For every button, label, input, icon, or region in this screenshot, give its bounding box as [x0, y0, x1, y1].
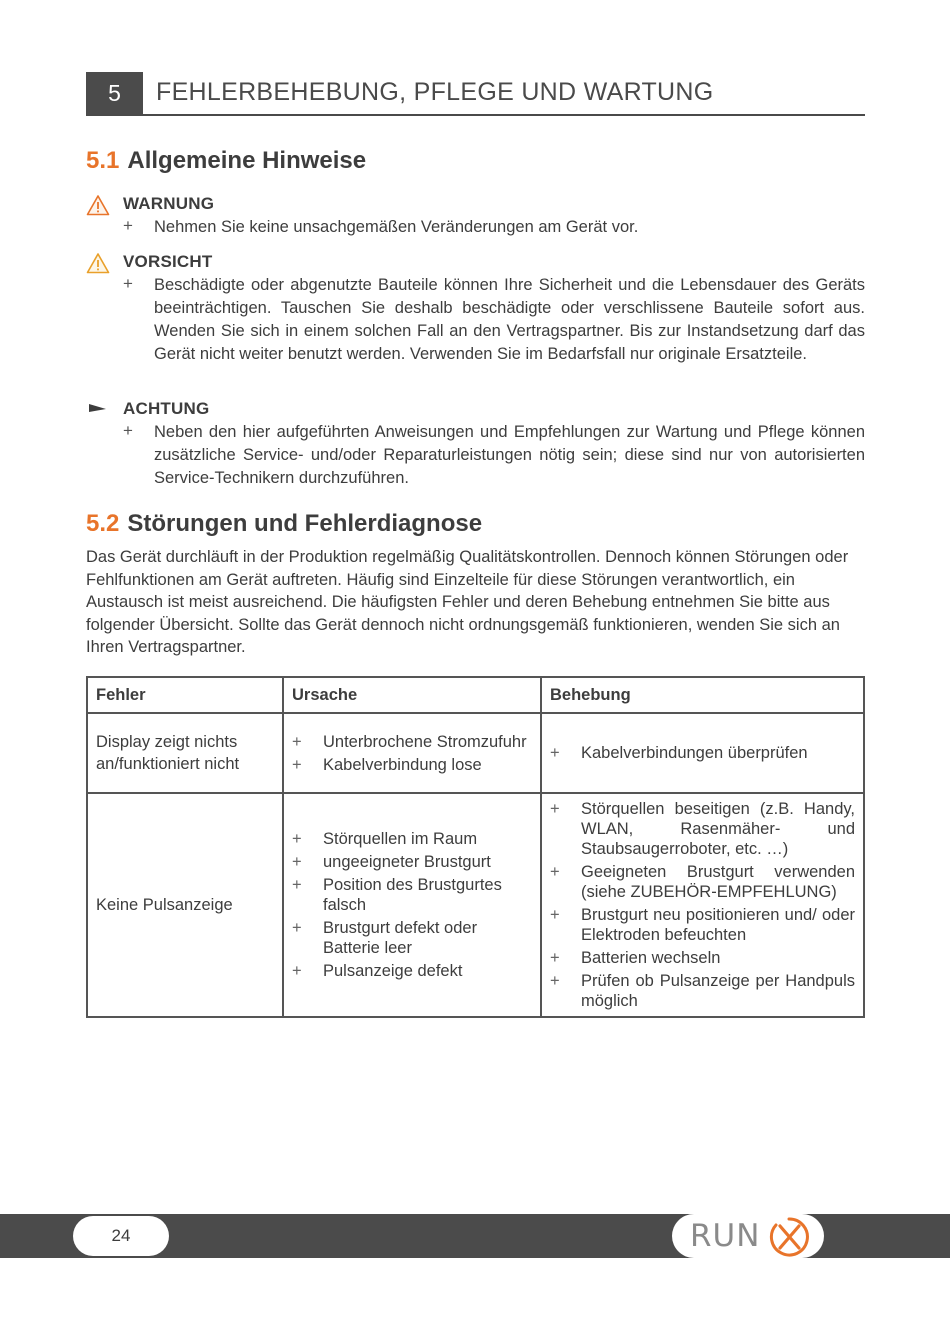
list-item	[292, 755, 532, 775]
notice-vorsicht	[86, 252, 865, 392]
plus-bullet: +	[292, 876, 302, 894]
chapter-number: 5	[86, 72, 143, 114]
section-heading-5-1	[86, 147, 366, 175]
list-item	[292, 852, 532, 872]
section-number: 5.2	[86, 510, 120, 537]
table-cell-behebung	[541, 713, 864, 793]
section-heading-5-2	[86, 510, 482, 538]
brand-logo-text: RUN	[690, 1218, 761, 1254]
warning-triangle-icon	[86, 252, 110, 274]
notice-warnung	[86, 194, 865, 244]
table-cell-ursache	[283, 713, 541, 793]
intro-paragraph: Das Gerät durchläuft in der Produktion regelmäßig Qualitätskontrollen. Dennoch können Störungen oder Fehlfunktionen am Gerät auftreten. Häufig sind Einzelteile für diese Störungen verantwortlich, ein Austausch ist meist ausreichend. Die häufigsten Fehler und deren Behebung entnehmen Sie bitte aus folgender Übersicht. Sollte das Gerät dennoch nicht ordnungsgemäß funktionieren, wenden Sie sich an Ihren Vertragspartner.	[86, 548, 849, 657]
plus-bullet: +	[550, 972, 560, 990]
list-item-text: ungeeigneter Brustgurt	[323, 853, 491, 871]
notice-title: VORSICHT	[123, 252, 213, 271]
notice-text: Beschädigte oder abgenutzte Bauteile können Ihre Sicherheit und die Lebensdauer des Geräts beeinträchtigen. Tauschen Sie deshalb beschädigte oder verschlissene Bauteile sofort aus. Wenden Sie sich in einem solchen Fall an den Vertragspartner. Bis zur Instandsetzung darf das Gerät nicht weiter benutzt werden. Verwenden Sie im Bedarfsfall nur originale Ersatzteile.	[154, 276, 865, 363]
list-item	[123, 274, 865, 366]
troubleshooting-table	[86, 676, 865, 1018]
table-cell-fehler	[87, 793, 283, 1017]
notice-text: Neben den hier aufgeführten Anweisungen und Empfehlungen zur Wartung und Pflege können zusätzliche Service- und/oder Reparaturleistungen nötig sein; diese sind nur von autorisierten Service-Technikern durchzuführen.	[154, 423, 865, 487]
notice-text: Nehmen Sie keine unsachgemäßen Veränderungen am Gerät vor.	[154, 218, 639, 236]
list-item-text: Batterien wechseln	[581, 949, 721, 967]
column-header-fehler: Fehler	[87, 677, 283, 713]
table-cell-fehler	[87, 713, 283, 793]
plus-bullet: +	[123, 216, 133, 235]
fehler-text: Keine Pulsanzeige	[96, 895, 233, 914]
ursache-list	[292, 829, 532, 981]
list-item-text: Störquellen im Raum	[323, 830, 478, 848]
plus-bullet: +	[292, 732, 302, 751]
notice-title: WARNUNG	[123, 194, 215, 213]
plus-bullet: +	[292, 962, 302, 980]
plus-bullet: +	[550, 906, 560, 924]
chapter-header	[86, 72, 865, 116]
list-item	[550, 862, 855, 902]
plus-bullet: +	[292, 919, 302, 937]
list-item-text: Unterbrochene Stromzufuhr	[323, 732, 527, 751]
list-item-text: Störquellen beseitigen (z.B. Handy, WLAN, Rasenmäher- und Staubsaugerroboter, etc. …)	[581, 800, 855, 858]
table-cell-ursache	[283, 793, 541, 1017]
list-item	[550, 799, 855, 859]
plus-bullet: +	[292, 755, 302, 774]
list-item	[550, 743, 855, 763]
column-header-behebung: Behebung	[541, 677, 864, 713]
chapter-title: FEHLERBEHEBUNG, PFLEGE UND WARTUNG	[156, 78, 714, 106]
table-cell-behebung	[541, 793, 864, 1017]
page-number: 24	[73, 1216, 169, 1256]
flag-pointer-icon	[86, 401, 110, 423]
ursache-list	[292, 732, 532, 775]
list-item-text: Position des Brustgurtes falsch	[323, 876, 502, 914]
list-item-text: Brustgurt neu positionieren und/ oder Elektroden befeuchten	[581, 906, 855, 944]
section-number: 5.1	[86, 147, 120, 174]
plus-bullet: +	[550, 744, 560, 762]
list-item-text: Kabelverbindung lose	[323, 755, 482, 774]
list-item	[292, 875, 532, 915]
table-row	[87, 713, 864, 793]
x-circle-icon	[766, 1216, 812, 1258]
list-item-text: Kabelverbindungen überprüfen	[581, 744, 808, 762]
list-item	[292, 829, 532, 849]
list-item	[123, 216, 865, 239]
notice-achtung	[86, 399, 865, 491]
warning-triangle-icon	[86, 194, 110, 216]
plus-bullet: +	[123, 274, 133, 293]
list-item	[292, 918, 532, 958]
list-item	[123, 421, 865, 490]
column-header-ursache: Ursache	[283, 677, 541, 713]
fehler-text: Display zeigt nichts an/funktioniert nicht	[96, 733, 240, 773]
list-item-text: Brustgurt defekt oder Batterie leer	[323, 919, 478, 957]
plus-bullet: +	[123, 421, 133, 440]
plus-bullet: +	[550, 800, 560, 818]
list-item-text: Geeigneten Brustgurt verwenden (siehe ZUBEHÖR-EMPFEHLUNG)	[581, 863, 855, 901]
list-item-text: Pulsanzeige defekt	[323, 962, 463, 980]
plus-bullet: +	[550, 863, 560, 881]
section-title: Allgemeine Hinweise	[127, 147, 367, 174]
plus-bullet: +	[292, 853, 302, 871]
section-title: Störungen und Fehlerdiagnose	[127, 510, 483, 537]
table-header-row	[87, 677, 864, 713]
list-item	[292, 732, 532, 752]
table-row	[87, 793, 864, 1017]
list-item	[550, 971, 855, 1011]
behebung-list	[550, 743, 855, 763]
plus-bullet: +	[292, 830, 302, 848]
list-item	[550, 948, 855, 968]
list-item-text: Prüfen ob Pulsanzeige per Handpuls möglich	[581, 972, 855, 1010]
notice-title: ACHTUNG	[123, 399, 210, 418]
list-item	[550, 905, 855, 945]
list-item	[292, 961, 532, 981]
behebung-list	[550, 799, 855, 1011]
plus-bullet: +	[550, 949, 560, 967]
